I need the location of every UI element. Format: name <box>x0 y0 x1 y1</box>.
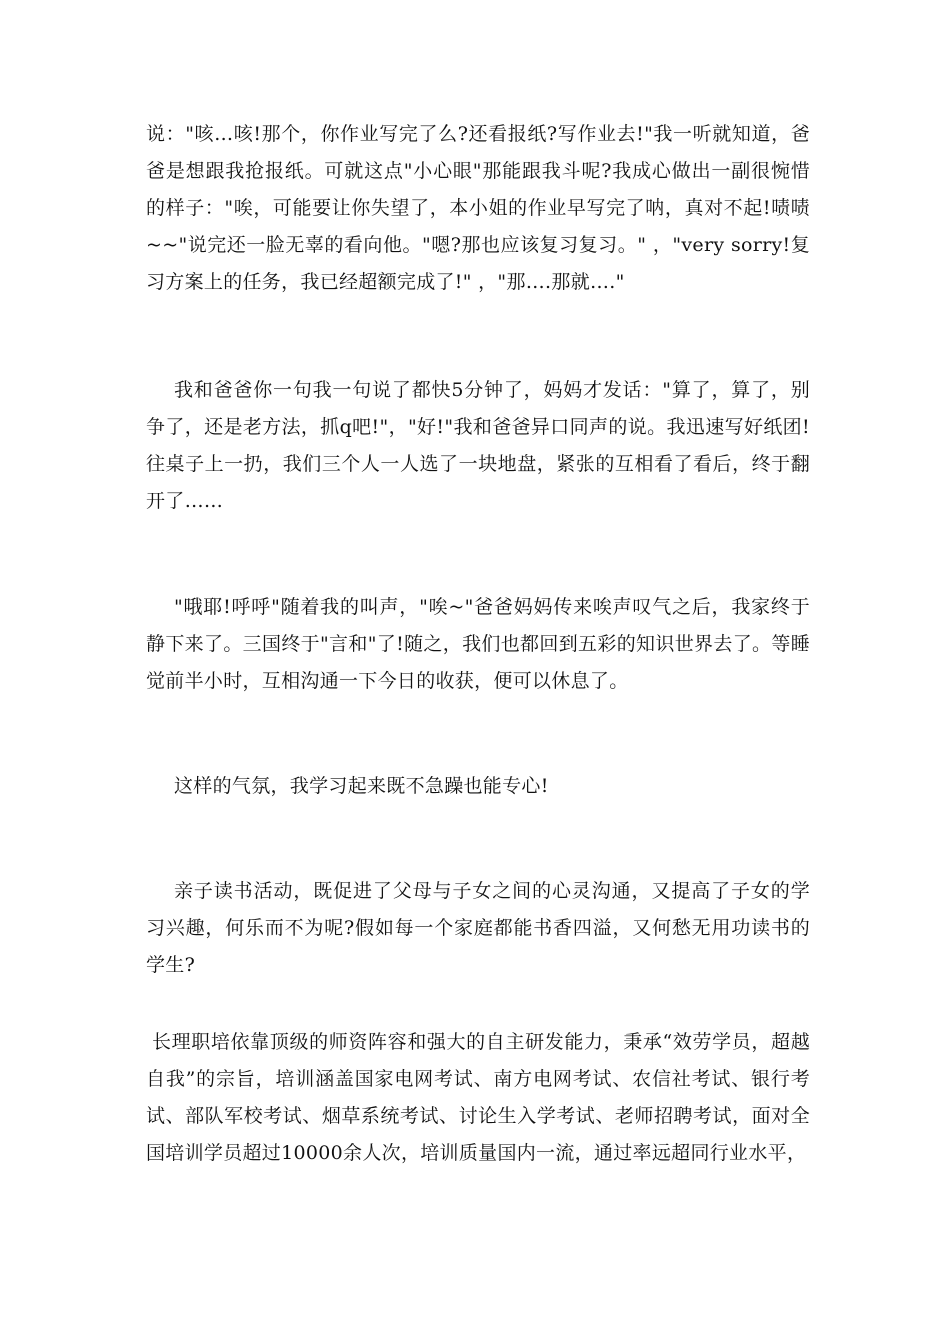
paragraph-atmosphere: 这样的气氛，我学习起来既不急躁也能专心! <box>174 775 549 797</box>
paragraph-training-ad: 长理职培依靠顶级的师资阵容和强大的自主研发能力，秉承“效劳学员，超越自我”的宗旨，培训涵盖国家电网考试、南方电网考试、农信社考试、银行考试、部队军校考试、烟草系统考试、讨论生入学考试、老师招聘考试，面对全国培训学员超过10000余人次，培训质量国内一流，通过率远超同行业水平， <box>146 1031 810 1164</box>
paragraph-parent-child-reading: 亲子读书活动，既促进了父母与子女之间的心灵沟通，又提高了子女的学习兴趣，何乐而不为呢?假如每一个家庭都能书香四溢，又何愁无用功读书的学生? <box>146 880 810 976</box>
paragraph-dialogue-newspaper: 说："咳…咳!那个，你作业写完了么?还看报纸?写作业去!"我一听就知道，爸爸是想跟我抢报纸。可就这点"小心眼"那能跟我斗呢?我成心做出一副很惋惜的样子："唉，可能要让你失望了，本小姐的作业早写完了呐，真对不起!啧啧~~"说完还一脸无辜的看向他。"嗯?那也应该复习复习。" ，"very sorry!复习方案上的任务，我已经超额完成了!" ，"那….那就…." <box>146 123 810 293</box>
paragraph-family-quiet: "哦耶!呼呼"随着我的叫声，"唉~"爸爸妈妈传来唉声叹气之后，我家终于静下来了。三国终于"言和"了!随之，我们也都回到五彩的知识世界去了。等睡觉前半小时，互相沟通一下今日的收获，便可以休息了。 <box>146 596 810 692</box>
paragraph-draw-lots: 我和爸爸你一句我一句说了都快5分钟了，妈妈才发话："算了，算了，别争了，还是老方法，抓q吧!"，"好!"我和爸爸异口同声的说。我迅速写好纸团!往桌子上一扔，我们三个人一人选了一块地盘，紧张的互相看了看后，终于翻开了…… <box>146 379 810 512</box>
